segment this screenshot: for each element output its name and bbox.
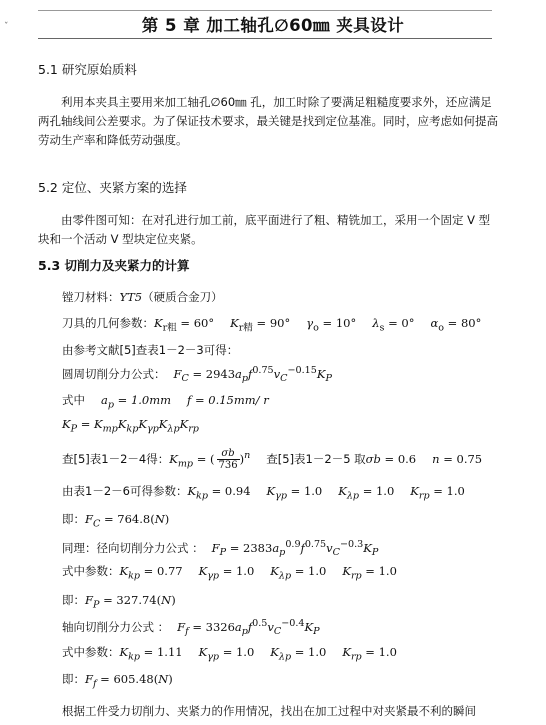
section-5-2-paragraph: 由零件图可知：在对孔进行加工前，底平面进行了粗、精铣加工，采用一个固定 V 型块和一个活动 V 型块定位夹紧。 [38, 213, 491, 246]
ap-where-value: = 1.0mm [114, 393, 172, 407]
n-symbol: n [432, 452, 440, 466]
kp-symbol: K [316, 366, 326, 381]
a-krp-sub: rp [350, 651, 362, 663]
r-krp-sub: rp [350, 570, 362, 582]
feed-exponent: 0.75 [252, 365, 274, 376]
corner-mark: ˇ [4, 22, 9, 32]
param-kr-fine-symbol: K [230, 316, 239, 330]
kp-product-sub: P [70, 423, 78, 435]
sigma-fraction-denominator: 736 [218, 460, 238, 471]
r-kgp-symbol: K [198, 564, 208, 578]
r-velocity-symbol: v [326, 540, 333, 555]
param-kr-rough-value: = 60° [176, 316, 215, 330]
section-5-3-heading: 5.3 切削力及夹紧力的计算 [38, 258, 190, 273]
a-klp-value: = 1.0 [291, 645, 327, 659]
a-kp-sub: P [313, 626, 320, 638]
axial-force-formula [62, 618, 320, 637]
a-velocity-symbol: v [267, 619, 274, 634]
a-kgp-value: = 1.0 [219, 645, 255, 659]
c-klp-sub: λp [346, 490, 360, 502]
r-klp-symbol: K [270, 564, 279, 578]
c-krp-value: = 1.0 [429, 484, 465, 498]
table-1-2-6-label: 由表1－2－6可得参数： [62, 484, 188, 498]
axial-params-label: 式中参数： [62, 645, 120, 659]
param-lambda-sub: s [379, 322, 385, 334]
ff-result-value: = 605.48( [96, 672, 159, 686]
param-gamma-symbol: γ [306, 316, 314, 330]
table-1-2-4-label: 查[5]表1－2－4得： [62, 452, 170, 466]
r-feed-symbol: f [300, 540, 305, 555]
kkp-sub: kp [126, 423, 139, 435]
ff-symbol: F [177, 619, 186, 634]
c-krp-symbol: K [410, 484, 419, 498]
tool-geometry-line [62, 315, 481, 333]
n-value: = 0.75 [439, 452, 483, 466]
radial-force-label: 同理：径向切削分力公式 ： [62, 540, 204, 555]
kmp-lookup-close: ) [239, 452, 245, 466]
c-kgp-symbol: K [266, 484, 276, 498]
table-1-2-5-label: 查[5]表1－2－5 取 [266, 452, 366, 466]
ff-result-symbol: F [85, 672, 93, 686]
fp-result-label: 即： [62, 593, 85, 607]
feed-where-value: = 0.15mm/ r [191, 393, 269, 407]
ff-coefficient: = 3326 [188, 619, 235, 634]
radial-params-label: 式中参数： [62, 564, 120, 578]
kmp-lookup-symbol: K [169, 452, 178, 466]
axial-params-line [62, 644, 397, 662]
circumferential-force-label: 圆周切削分力公式： [62, 366, 166, 381]
a-feed-exponent: 0.5 [252, 618, 268, 629]
radial-params-line [62, 563, 397, 581]
param-gamma-sub: o [313, 322, 319, 334]
fc-sub: C [181, 373, 189, 385]
ap-symbol: a [235, 366, 242, 381]
formula-where-line [62, 392, 269, 410]
a-klp-sub: λp [278, 651, 292, 663]
r-kp-symbol: K [363, 540, 372, 555]
fp-result-line [62, 592, 176, 610]
a-feed-symbol: f [247, 619, 253, 634]
r-velocity-exponent: −0.3 [339, 539, 364, 550]
r-kgp-value: = 1.0 [219, 564, 255, 578]
tool-geometry-label: 刀具的几何参数： [62, 316, 154, 330]
fc-result-label: 即： [62, 512, 85, 526]
a-klp-symbol: K [270, 645, 279, 659]
param-kr-fine-value: = 90° [252, 316, 291, 330]
table-1-2-4-line [62, 448, 482, 471]
ap-where-symbol: a [101, 393, 108, 407]
fc-symbol: F [173, 366, 182, 381]
section-5-1-heading: 5.1 研究原始质料 [38, 62, 137, 77]
r-krp-value: = 1.0 [361, 564, 397, 578]
a-kp-symbol: K [304, 619, 314, 634]
param-kr-fine-sub: r精 [238, 322, 253, 334]
axial-force-label: 轴向切削分力公式 ： [62, 619, 170, 634]
closing-paragraph-line: 根据工件受力切削力、夹紧力的作用情况，找出在加工过程中对夹紧最不利的瞬间 [62, 704, 476, 718]
r-kgp-sub: γp [207, 570, 220, 582]
title-underline [38, 38, 492, 39]
param-kr-rough-sub: r粗 [162, 322, 177, 334]
fp-result-sub: P [92, 599, 100, 611]
param-alpha-sub: o [438, 322, 445, 334]
c-kkp-sub: kp [196, 490, 208, 502]
r-velocity-sub: C [332, 547, 340, 559]
fp-result-value: = 327.74( [99, 593, 162, 607]
fp-result-symbol: F [85, 593, 93, 607]
kp-product-formula [62, 417, 199, 434]
fp-coefficient: = 2383 [226, 540, 273, 555]
tool-material-note: （硬质合金刀） [142, 290, 223, 304]
fc-result-close: ) [164, 512, 170, 526]
a-kgp-symbol: K [198, 645, 208, 659]
tool-material-label: 镗刀材料： [62, 290, 120, 304]
param-lambda-symbol: λ [372, 316, 380, 330]
c-klp-value: = 1.0 [359, 484, 395, 498]
tool-material-line [62, 289, 223, 305]
tool-material-grade: YT5 [119, 290, 143, 304]
c-kgp-sub: γp [275, 490, 287, 502]
ff-result-sub: f [92, 678, 97, 690]
a-krp-value: = 1.0 [361, 645, 397, 659]
r-krp-symbol: K [342, 564, 351, 578]
a-kgp-sub: γp [207, 651, 220, 663]
r-klp-value: = 1.0 [291, 564, 327, 578]
reference-lookup-line: 由参考文献[5]查表1－2－3可得： [62, 343, 239, 357]
velocity-symbol: v [273, 366, 281, 381]
a-ap-sub: p [241, 626, 248, 638]
param-alpha-symbol: α [430, 316, 439, 330]
r-kkp-value: = 0.77 [140, 564, 183, 578]
fp-result-unit: N [161, 593, 172, 607]
ff-result-label: 即： [62, 672, 85, 686]
r-feed-exponent: 0.75 [304, 539, 327, 550]
c-kgp-value: = 1.0 [287, 484, 323, 498]
klp-symbol: K [158, 417, 168, 431]
fc-result-unit: N [154, 512, 165, 526]
ap-where-sub: p [107, 399, 114, 411]
c-krp-sub: rp [418, 490, 430, 502]
kmp-lookup-exponent: n [244, 450, 251, 462]
r-kkp-symbol: K [119, 564, 129, 578]
a-velocity-sub: C [273, 626, 282, 638]
r-kp-sub: P [371, 547, 379, 559]
ff-result-unit: N [158, 672, 169, 686]
a-kkp-value: = 1.11 [140, 645, 183, 659]
fc-result-symbol: F [85, 512, 93, 526]
fp-sub: P [219, 547, 227, 559]
section-5-1-paragraph: 利用本夹具主要用来加工轴孔∅60㎜ 孔，加工时除了要满足粗糙度要求外，还应满足两孔轴线间公差要求。为了保证技术要求，最关键是找到定位基准。同时，应考虑如何提高劳动生产率和降低劳动强度。 [38, 95, 498, 147]
kmp-sub: mp [102, 423, 118, 435]
circumferential-force-formula [62, 365, 332, 384]
sigma-fraction-numerator: σb [217, 448, 240, 460]
fc-result-line [62, 511, 169, 529]
r-klp-sub: λp [278, 570, 292, 582]
klp-sub: λp [167, 423, 180, 435]
velocity-exponent: −0.15 [287, 365, 317, 376]
r-ap-sub: p [279, 547, 286, 559]
kmp-lookup-open: = ( [193, 452, 215, 466]
r-kkp-sub: kp [128, 570, 141, 582]
radial-force-formula [62, 539, 378, 558]
krp-symbol: K [179, 417, 189, 431]
krp-sub: rp [188, 423, 199, 435]
kp-product-equals: = [77, 417, 94, 431]
param-alpha-value: = 80° [444, 316, 482, 330]
param-kr-rough-symbol: K [154, 316, 163, 330]
param-lambda-value: = 0° [384, 316, 415, 330]
r-ap-symbol: a [272, 540, 280, 555]
chapter-title: 第 5 章 加工轴孔∅60㎜ 夹具设计 [141, 16, 405, 35]
feed-where-symbol: f [187, 393, 192, 407]
c-kkp-value: = 0.94 [207, 484, 251, 498]
kp-sub: P [325, 373, 332, 385]
ap-sub: p [241, 373, 249, 385]
kp-product-symbol: K [62, 417, 71, 431]
kmp-lookup-sub: mp [177, 458, 194, 470]
ff-sub: f [185, 626, 189, 638]
ff-result-close: ) [168, 672, 173, 686]
a-kkp-sub: kp [128, 651, 141, 663]
kgp-sub: γp [146, 423, 159, 435]
sigma-b-value: = 0.6 [380, 452, 417, 466]
a-ap-symbol: a [234, 619, 242, 634]
header-rule [38, 10, 492, 11]
a-velocity-exponent: −0.4 [281, 618, 305, 629]
c-klp-symbol: K [338, 484, 347, 498]
a-kkp-symbol: K [119, 645, 129, 659]
velocity-sub: C [280, 373, 288, 385]
table-1-2-6-params-line [62, 483, 465, 501]
fp-symbol: F [211, 540, 220, 555]
section-5-2-heading: 5.2 定位、夹紧方案的选择 [38, 180, 187, 195]
fc-result-value: = 764.8( [100, 512, 155, 526]
sigma-fraction [217, 448, 240, 471]
a-krp-symbol: K [342, 645, 351, 659]
fc-coefficient: = 2943 [188, 366, 236, 381]
r-ap-exponent: 0.9 [285, 539, 301, 550]
kkp-symbol: K [117, 417, 127, 431]
sigma-b-symbol: σb [365, 452, 381, 466]
c-kkp-symbol: K [187, 484, 197, 498]
param-gamma-value: = 10° [318, 316, 357, 330]
fp-result-close: ) [171, 593, 176, 607]
kgp-symbol: K [138, 417, 147, 431]
where-label: 式中 [62, 393, 85, 407]
feed-symbol: f [248, 366, 253, 381]
kmp-symbol: K [94, 417, 103, 431]
ff-result-line [62, 671, 173, 689]
fc-result-sub: C [92, 518, 101, 530]
